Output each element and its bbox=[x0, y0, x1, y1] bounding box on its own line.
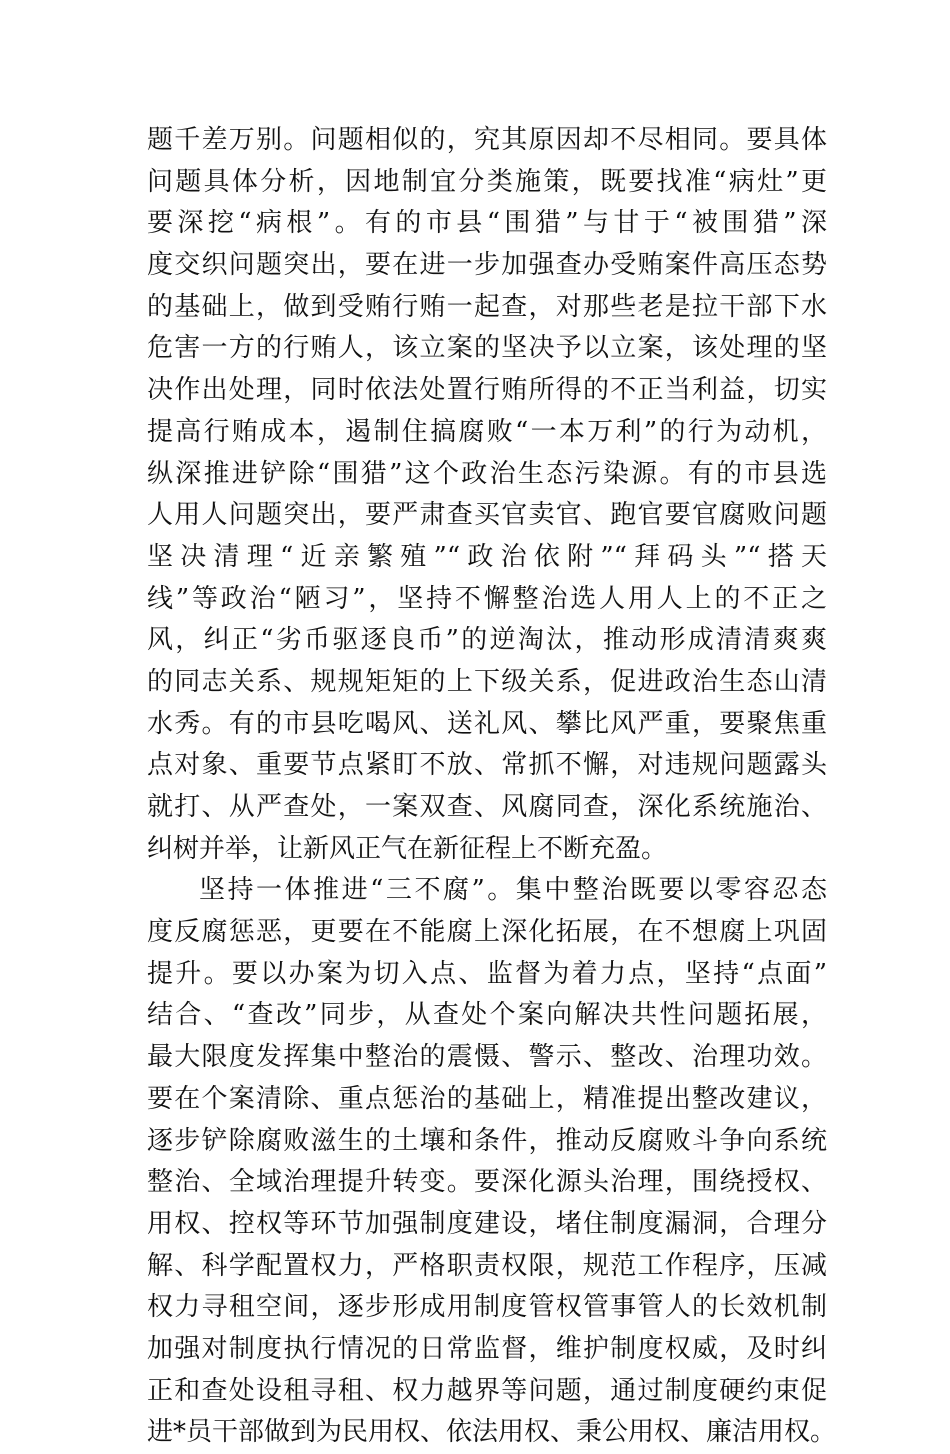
text-line: 坚决清理“近亲繁殖”“政治依附”“拜码头”“搭天 bbox=[147, 541, 827, 572]
text-line: 纵深推进铲除“围猎”这个政治生态污染源。有的市县选 bbox=[147, 458, 827, 489]
text-line: 要深挖“病根”。有的市县“围猎”与甘于“被围猎”深 bbox=[147, 208, 827, 239]
text-line: 的基础上，做到受贿行贿一起查，对那些老是拉干部下水 bbox=[147, 291, 827, 322]
text-line: 题千差万别。问题相似的，究其原因却不尽相同。要具体 bbox=[147, 125, 827, 155]
text-line: 进*员干部做到为民用权、依法用权、秉公用权、廉洁用权。 bbox=[147, 1417, 837, 1448]
text-line: 逐步铲除腐败滋生的土壤和条件，推动反腐败斗争向系统 bbox=[147, 1125, 827, 1156]
text-line: 提升。要以办案为切入点、监督为着力点，坚持“点面” bbox=[147, 958, 827, 989]
text-line: 风，纠正“劣币驱逐良币”的逆淘汰，推动形成清清爽爽 bbox=[147, 625, 827, 656]
text-line: 决作出处理，同时依法处置行贿所得的不正当利益，切实 bbox=[147, 375, 827, 406]
text-line: 正和查处设租寻租、权力越界等问题，通过制度硬约束促 bbox=[147, 1375, 827, 1406]
text-line: 危害一方的行贿人，该立案的坚决予以立案，该处理的坚 bbox=[147, 333, 827, 364]
text-line: 的同志关系、规规矩矩的上下级关系，促进政治生态山清 bbox=[147, 666, 827, 697]
paragraph-1 bbox=[147, 120, 827, 870]
text-line: 最大限度发挥集中整治的震慑、警示、整改、治理功效。 bbox=[147, 1042, 827, 1073]
text-line: 水秀。有的市县吃喝风、送礼风、攀比风严重，要聚焦重 bbox=[147, 708, 827, 739]
text-line: 权力寻租空间，逐步形成用制度管权管事管人的长效机制 bbox=[147, 1292, 827, 1323]
text-line: 解、科学配置权力，严格职责权限，规范工作程序，压减 bbox=[147, 1250, 827, 1281]
document-body bbox=[147, 120, 837, 1454]
text-line: 整治、全域治理提升转变。要深化源头治理，围绕授权、 bbox=[147, 1167, 827, 1198]
text-line: 点对象、重要节点紧盯不放、常抓不懈，对违规问题露头 bbox=[147, 750, 827, 781]
text-line: 提高行贿成本，遏制住搞腐败“一本万利”的行为动机， bbox=[147, 416, 827, 447]
text-line: 线”等政治“陋习”，坚持不懈整治选人用人上的不正之 bbox=[147, 583, 827, 614]
text-line: 结合、“查改”同步，从查处个案向解决共性问题拓展， bbox=[147, 1000, 827, 1031]
text-line: 问题具体分析，因地制宜分类施策，既要找准“病灶”更 bbox=[147, 166, 827, 197]
paragraph-2 bbox=[147, 870, 837, 1454]
text-line: 要在个案清除、重点惩治的基础上，精准提出整改建议， bbox=[147, 1083, 827, 1114]
text-line: 用权、控权等环节加强制度建设，堵住制度漏洞，合理分 bbox=[147, 1208, 827, 1239]
text-line: 纠树并举，让新风正气在新征程上不断充盈。 bbox=[147, 833, 668, 864]
text-line: 度交织问题突出，要在进一步加强查办受贿案件高压态势 bbox=[147, 250, 827, 281]
text-line: 度反腐惩恶，更要在不能腐上深化拓展，在不想腐上巩固 bbox=[147, 917, 827, 948]
text-line: 就打、从严查处，一案双查、风腐同查，深化系统施治、 bbox=[147, 792, 827, 822]
text-line: 坚持一体推进“三不腐”。集中整治既要以零容忍态 bbox=[199, 875, 827, 906]
text-line: 人用人问题突出，要严肃查买官卖官、跑官要官腐败问题 bbox=[147, 500, 827, 531]
text-line: 加强对制度执行情况的日常监督，维护制度权威，及时纠 bbox=[147, 1333, 827, 1364]
